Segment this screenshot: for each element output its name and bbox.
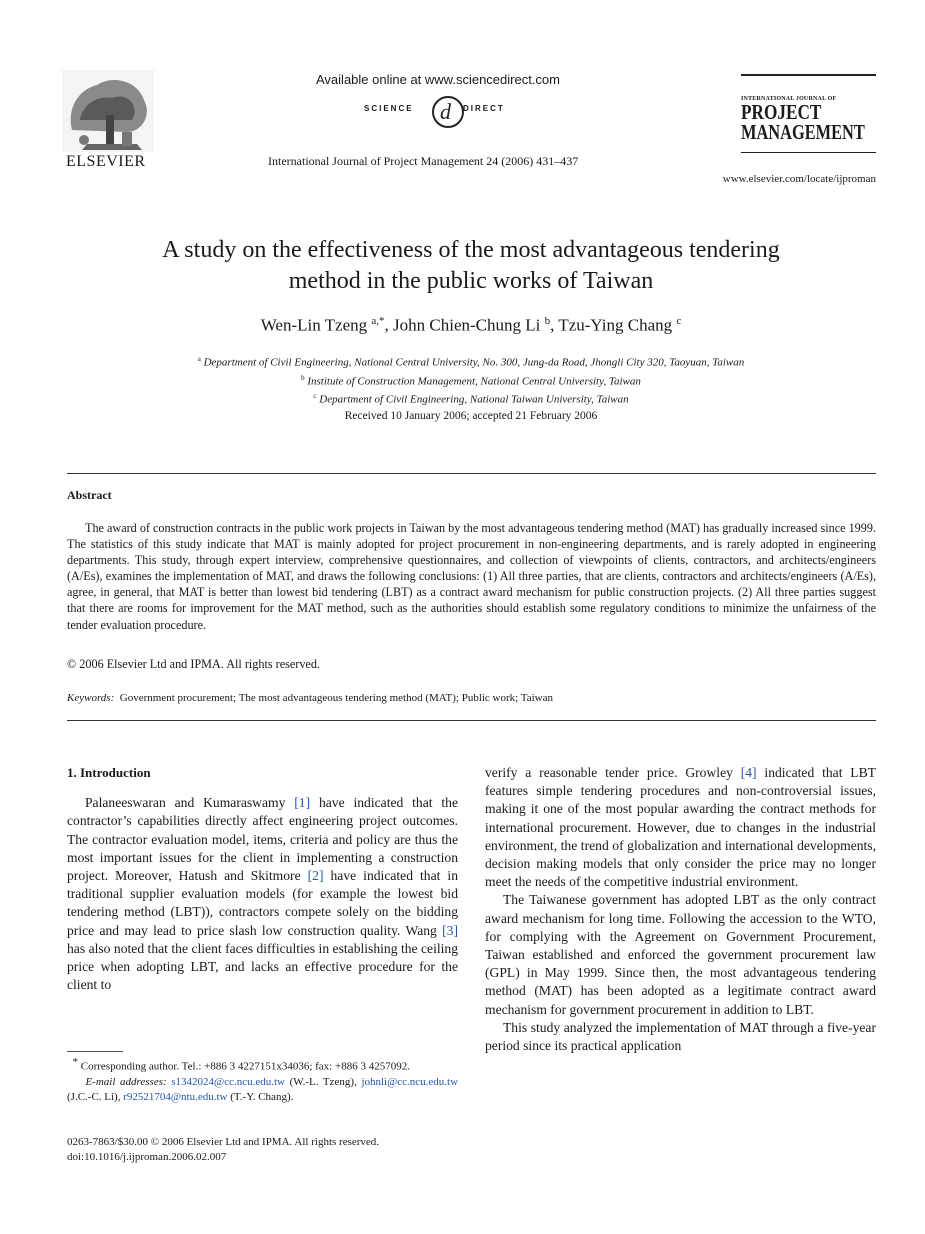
svg-text:d: d [440, 99, 451, 124]
masthead-line2: MANAGEMENT [741, 120, 865, 144]
issn-doi [67, 1135, 379, 1165]
corresponding-author-note: * Corresponding author. Tel.: +886 3 4227151x34036; fax: +886 3 4257092. [72, 1056, 410, 1073]
affiliations [60, 352, 882, 408]
journal-masthead [741, 74, 876, 153]
masthead-small-text: INTERNATIONAL JOURNAL OF [741, 96, 837, 102]
affiliation-item: $^c$ Department of Civil Engineering, National Taiwan University, Taiwan [313, 392, 629, 406]
author-name: Wen-Lin Tzeng [260, 315, 368, 335]
author-name: John Chien-Chung Li [393, 315, 541, 335]
section-heading: 1. Introduction [67, 765, 151, 780]
divider-bottom [67, 720, 876, 721]
sciencedirect-right-text: DIRECT [463, 104, 505, 113]
abstract-body: The award of construction contracts in the public work projects in Taiwan by the most advantageous tendering method (MAT) has gradually increased since 1999. The statistics of this study indicate that MAT is mainly adopted for project procurement in non-engineering departments, and is rarely adopted in engineering departments. This study, through expert interview, comprehensive questionnaires, and collection of viewpoints of clients, contractors, and architects/engineers (A/Es), examines the implementation of MAT, and draws the following conclusions: (1) All three parties, that are clients, contractors and architects/engineers (A/Es), agree, in general, that MAT is better than lowest bid tendering (LBT) as a contract award mechanism for public construction projects. (2) All three parties suggest that there are rooms for improvement for the MAT method, such as the authorities should establish some regulatory conditions to minimize the unfairness of the tender evaluation procedure. [67, 521, 876, 632]
available-online: Available online at www.sciencedirect.com [316, 72, 560, 87]
citation-link[interactable]: [1] [294, 795, 311, 811]
citation-link[interactable]: [4] [740, 765, 757, 780]
intro-paragraph-3: This study analyzed the implementation of MAT through a five-year period since its practical application [485, 1019, 876, 1054]
journal-url-link[interactable]: www.elsevier.com/locate/ijproman [722, 173, 876, 185]
email-link[interactable]: r92521704@ntu.edu.tw [123, 1090, 228, 1103]
publisher-logo-text: ELSEVIER [66, 153, 146, 170]
masthead-line1: PROJECT [741, 100, 822, 124]
article-title [60, 235, 882, 297]
author-sup[interactable]: a,* [371, 315, 385, 327]
title-line-2: method in the public works of Taiwan [288, 268, 654, 294]
masthead-rule-top [741, 74, 876, 76]
abstract-copyright: © 2006 Elsevier Ltd and IPMA. All rights reserved. [67, 657, 320, 671]
footnote-rule [67, 1051, 123, 1052]
issn-line: 0263-7863/$30.00 © 2006 Elsevier Ltd and IPMA. All rights reserved. [67, 1136, 380, 1148]
journal-citation: International Journal of Project Management 24 (2006) 431–437 [268, 154, 579, 168]
author-sup[interactable]: b [544, 315, 551, 327]
affiliation-item: $^a$ Department of Civil Engineering, National Central University, No. 300, Jung-da Road, Jhongli City 320, Taoyuan, Taiwan [197, 355, 745, 369]
title-line-1: A study on the effectiveness of the most advantageous tendering [162, 237, 780, 263]
masthead-rule-bottom [741, 152, 876, 153]
affiliation-item: $^b$ Institute of Construction Management, National Central University, Taiwan [301, 373, 641, 388]
footnote [67, 1055, 458, 1105]
received-dates: Received 10 January 2006; accepted 21 February 2006 [344, 410, 598, 422]
divider-top [67, 473, 876, 474]
citation-link[interactable]: [2] [307, 868, 324, 884]
author-list: Wen-Lin Tzeng $^{a,*}$, John Chien-Chung Li $^b$, Tzu-Ying Chang $^c$ [260, 315, 682, 335]
sciencedirect-left-text: SCIENCE [364, 104, 414, 113]
email-link[interactable]: johnli@cc.ncu.edu.tw [361, 1075, 459, 1088]
email-link[interactable]: s1342024@cc.ncu.edu.tw [171, 1075, 285, 1088]
email-addresses: E-mail addresses: s1342024@cc.ncu.edu.tw (W.-L. Tzeng), johnli@cc.ncu.edu.tw (J.C.-C. Li), r92521704@ntu.edu.tw (T.-Y. Chang). [67, 1075, 459, 1103]
author-sup[interactable]: c [676, 315, 682, 327]
citation-link[interactable]: [3] [442, 922, 458, 938]
abstract-heading: Abstract [67, 488, 112, 502]
intro-paragraph-1: Palaneeswaran and Kumaraswamy [1] have indicated that the contractor’s capabilities directly affect engineering project outcomes. The contractor evaluation model, items, criteria and policy are thus the most important issues for the client in implementing a construction project. Moreover, Hatush and Skitmore [2] have indicated that in traditional supplier evaluation models (for example the lowest bid tendering method (LBT)), contractors compete solely on the bidding price and may lead to price slash low construction quality. Wang [3] has also noted that the client faces difficulties in establishing the ceiling price when adopting LBT, and lacks an effective procedure for the client to [67, 795, 458, 993]
right-column [485, 764, 876, 1055]
author-name: Tzu-Ying Chang [558, 315, 673, 335]
doi-line[interactable]: doi:10.1016/j.ijproman.2006.02.007 [67, 1151, 227, 1163]
keywords [67, 692, 553, 704]
intro-paragraph-2: The Taiwanese government has adopted LBT as the only contract award mechanism for long time. Following the accession to the WTO, for complying with the Agreement on Government Procurement, Taiwan established and enforced the government procurement law (GPL) in May 1999. Since then, the most advantageous tendering method (MAT) has been adopted as a legitimate contract award mechanism for government procurement in addition to LBT. [485, 892, 876, 1017]
intro-paragraph-cont: verify a reasonable tender price. Growley [4] indicated that LBT features simple tendering procedures and non-controversial issues, making it one of the most popular awarding the contract methods for international procurement. However, due to changes in the industrial environment, the trend of globalization and international developments, decision making models that only consider the price may no longer meet the needs of the competitive industrial environment. [485, 765, 876, 890]
keywords-list: Government procurement; The most advantageous tendering method (MAT); Public work; Taiwan [119, 692, 553, 704]
keywords-label: Keywords: [67, 692, 115, 704]
left-column [67, 764, 458, 994]
